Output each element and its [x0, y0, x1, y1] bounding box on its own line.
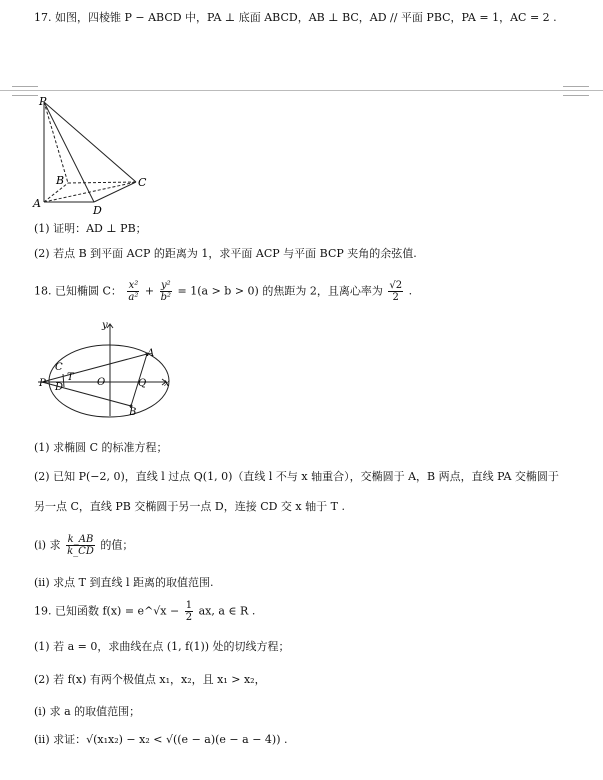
q19-sub-i: (i) 求 a 的取值范围； — [34, 705, 141, 718]
eccentricity-fraction: $\frac{√2}{2}$ — [389, 280, 403, 303]
ellipse-figure — [34, 318, 174, 418]
q18-stem-mid: = 1(a > b > 0) 的焦距为 2，且离心率为 — [177, 284, 383, 298]
label-c: C — [55, 362, 63, 373]
label-d: D — [93, 204, 102, 216]
pyramid-figure — [30, 94, 160, 216]
label-y-axis: y — [102, 320, 108, 331]
label-d: D — [55, 382, 64, 393]
q19-stem: 19. 已知函数 f(x) = e^√x − $\frac{1}{2}$ ax, a ∈ R . — [34, 600, 256, 623]
label-x-axis: x — [164, 378, 170, 389]
label-p: P — [39, 95, 47, 108]
q18-stem-before: 18. 已知椭圆 C： — [34, 284, 122, 298]
q18-part1: (1) 求椭圆 C 的标准方程； — [34, 441, 168, 454]
label-o: O — [97, 377, 106, 388]
q18-stem: 18. 已知椭圆 C： $\frac{\text{x²}}{\text{a²}}$ + $\frac{\text{y²}}{\text{b²}}$ = 1(a > b > 0) 的焦距为 2，且离心率为 $\frac{√2}{2}$ . — [34, 280, 413, 303]
q18-part2b: 另一点 C，直线 PB 交椭圆于另一点 D，连接 CD 交 x 轴于 T . — [34, 500, 345, 513]
label-b: B — [129, 407, 137, 418]
q19-part2: (2) 若 f(x) 有两个极值点 x₁，x₂，且 x₁ > x₂， — [34, 673, 266, 686]
label-c: C — [138, 176, 147, 189]
page-separator — [0, 90, 603, 92]
label-q: Q — [138, 378, 147, 389]
separator-mark-right — [563, 86, 589, 96]
q17-part1: (1) 证明：AD ⊥ PB； — [34, 222, 147, 235]
q17-title: 17. 如图，四棱锥 P − ABCD 中，PA ⊥ 底面 ABCD，AB ⊥ BC，AD // 平面 PBC，PA = 1，AC = 2 . — [34, 11, 557, 24]
half-fraction: $\frac{1}{2}$ — [185, 600, 193, 623]
q18-sub-i: (i) 求 $\frac{k\_AB}{k\_CD}$ 的值； — [34, 534, 134, 557]
q18-part2a: (2) 已知 P(−2, 0)，直线 l 过点 Q(1, 0)（直线 l 不与 x 轴重合），交椭圆于 A，B 两点，直线 PA 交椭圆于 — [34, 470, 559, 483]
label-p: P — [39, 378, 46, 389]
q19-part1: (1) 若 a = 0，求曲线在点 (1, f(1)) 处的切线方程； — [34, 640, 290, 653]
label-t: T — [67, 372, 74, 383]
q18-sub-ii: (ii) 求点 T 到直线 l 距离的取值范围. — [34, 576, 214, 589]
x-fraction: $\frac{\text{x²}}{\text{a²}}$ — [128, 280, 139, 303]
label-b: B — [56, 174, 65, 187]
q17-part2: (2) 若点 B 到平面 ACP 的距离为 1，求平面 ACP 与平面 BCP 夹角的余弦值. — [34, 247, 417, 260]
slope-ratio-fraction: $\frac{k\_AB}{k\_CD}$ — [67, 534, 94, 557]
label-a: A — [147, 348, 155, 359]
q19-sub-ii: (ii) 求证：√(x₁x₂) − x₂ < √((e − a)(e − a − 4)) . — [34, 733, 288, 746]
label-a: A — [33, 197, 41, 210]
y-fraction: $\frac{\text{y²}}{\text{b²}}$ — [160, 280, 172, 303]
